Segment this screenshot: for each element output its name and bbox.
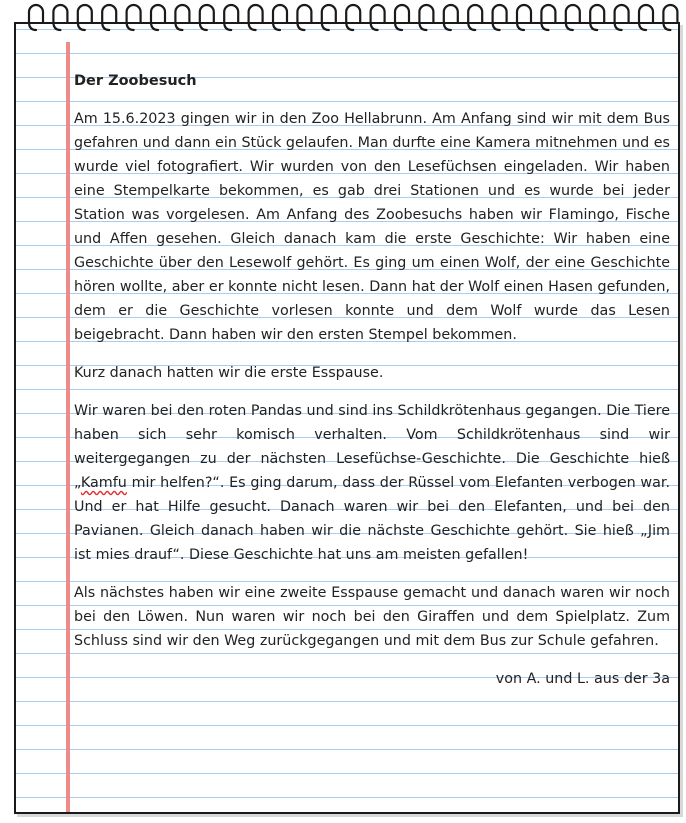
- spiral-ring: [297, 5, 311, 30]
- spiral-ring: [200, 5, 214, 30]
- spiral-ring: [639, 5, 653, 30]
- spiral-ring: [224, 5, 238, 30]
- spiral-ring: [419, 5, 433, 30]
- spiral-ring: [444, 5, 458, 30]
- spiral-ring: [151, 5, 165, 30]
- spiral-ring: [175, 5, 189, 30]
- spiral-ring: [273, 5, 287, 30]
- spiral-ring: [322, 5, 336, 30]
- paragraph-2: Kurz danach hatten wir die erste Esspause.: [74, 365, 384, 381]
- spiral-ring: [102, 5, 116, 30]
- spiral-ring: [249, 5, 263, 30]
- page-title: Der Zoobesuch: [74, 73, 197, 89]
- spiral-ring: [615, 5, 629, 30]
- spiral-ring: [541, 5, 555, 30]
- spiral-ring: [517, 5, 531, 30]
- spiral-ring: [346, 5, 360, 30]
- paragraph-3: [74, 399, 670, 567]
- paragraph-1: Am 15.6.2023 gingen wir in den Zoo Hellabrunn. Am Anfang sind wir mit dem Bus gefahren und dann ein Stück gelaufen. Man durfte eine Kamera mitnehmen und es wurde viel fotografiert. Wir wurden von den Lesefüchsen eingeladen. Wir haben eine Stempelkarte bekommen, es gab drei Stationen und es wurde bei jeder Station was vorgelesen. Am Anfang des Zoobesuchs haben wir Flamingo, Fische und Affen gesehen. Gleich danach kam die erste Geschichte: Wir haben eine Geschichte über den Lesewolf gehört. Es ging um einen Wolf, der eine Geschichte hören wollte, aber er konnte nicht lesen. Dann hat der Wolf einen Hasen gefunden, dem er die Geschichte vorlesen konnte und dem Wolf wurde das Lesen beigebracht. Dann haben wir den ersten Stempel bekommen.: [74, 111, 670, 343]
- notebook-page: [14, 22, 680, 814]
- paragraph-3-text-b: mir helfen?“. Es ging darum, dass der Rüssel vom Elefanten verbogen war. Und er hat Hilfe gesucht. Danach waren wir bei den Elefanten, und bei den Pavianen. Gleich danach haben wir die nächste Geschichte gehört. Sie hieß „Jim ist mies drauf“. Diese Geschichte hat uns am meisten gefallen!: [74, 475, 670, 563]
- margin-line: [66, 42, 70, 812]
- spiral-binding: [14, 0, 680, 48]
- spiral-ring: [127, 5, 141, 30]
- spiral-ring: [493, 5, 507, 30]
- spellcheck-word: Kamfu: [80, 475, 127, 491]
- paragraph-3-text-a: Wir waren bei den roten Pandas und sind ins Schildkrötenhaus gegangen. Die Tiere haben sich sehr komisch verhalten. Vom Schildkrötenhaus sind wir weitergegangen zu der nächsten Lesefüchse-Geschichte. Die Geschichte hieß „: [74, 403, 670, 491]
- paragraph-4: Als nächstes haben wir eine zweite Esspause gemacht und danach waren wir noch bei den Löwen. Nun waren wir noch bei den Giraffen und dem Spielplatz. Zum Schluss sind wir den Weg zurückgegangen und mit dem Bus zur Schule gefahren.: [74, 585, 670, 649]
- document-body: [74, 69, 670, 691]
- spiral-ring: [53, 5, 67, 30]
- spiral-ring: [371, 5, 385, 30]
- spiral-ring: [663, 5, 677, 30]
- spiral-ring: [590, 5, 604, 30]
- spiral-ring: [468, 5, 482, 30]
- spiral-ring: [395, 5, 409, 30]
- spiral-ring: [78, 5, 92, 30]
- spiral-ring: [566, 5, 580, 30]
- signature: von A. und L. aus der 3a: [495, 671, 670, 687]
- spiral-ring: [29, 5, 43, 30]
